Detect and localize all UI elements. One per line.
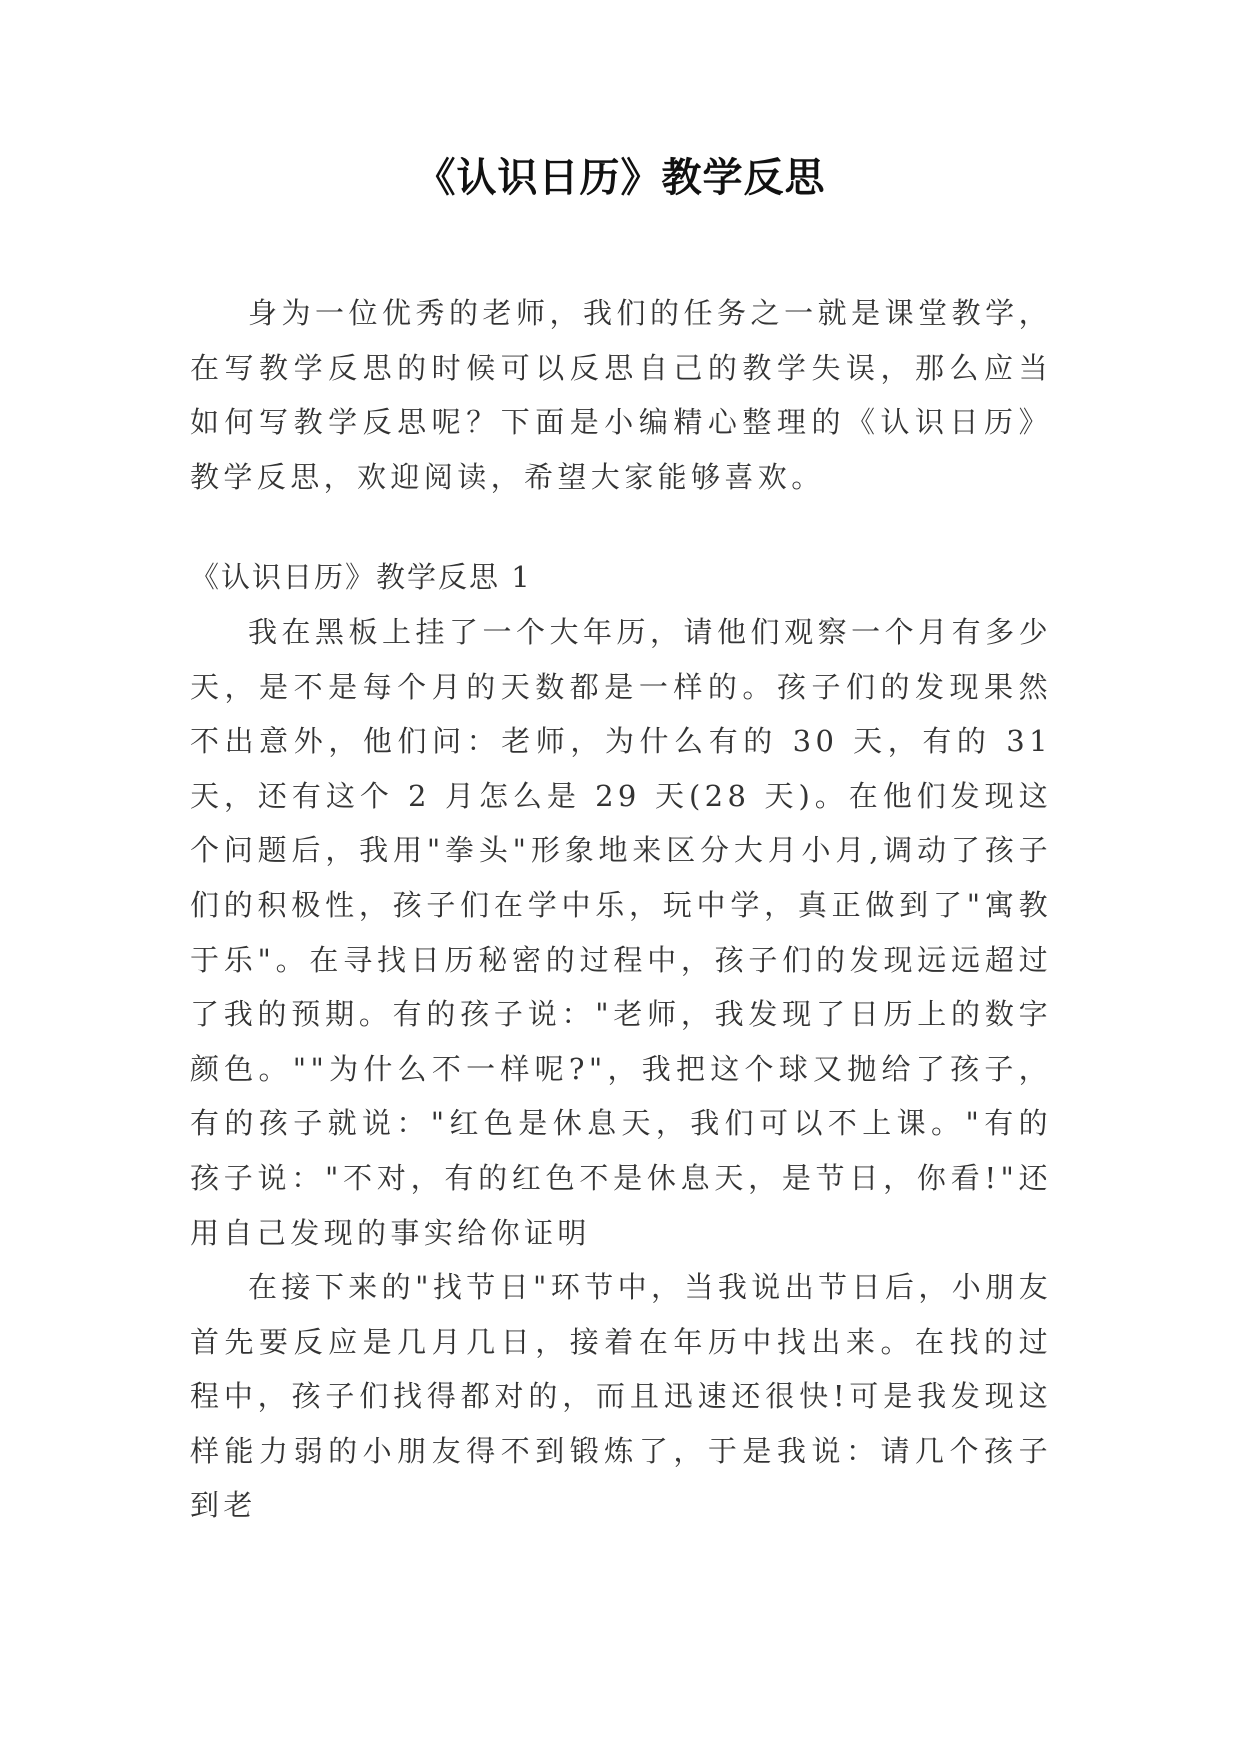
intro-paragraph: 身为一位优秀的老师，我们的任务之一就是课堂教学，在写教学反思的时候可以反思自己的教学失误，那么应当如何写教学反思呢？下面是小编精心整理的《认识日历》教学反思，欢迎阅读，希望大家能够喜欢。 bbox=[190, 296, 1052, 494]
body-paragraph-2: 在接下来的"找节日"环节中，当我说出节日后，小朋友首先要反应是几月几日，接着在年历中找出来。在找的过程中，孩子们找得都对的，而且迅速还很快!可是我发现这样能力弱的小朋友得不到锻炼了，于是我说：请几个孩子到老 bbox=[190, 1270, 1052, 1523]
document-body bbox=[190, 286, 1052, 1533]
section-heading: 《认识日历》教学反思 1 bbox=[190, 560, 532, 595]
paragraph-gap bbox=[190, 504, 1052, 550]
body-paragraph-1: 我在黑板上挂了一个大年历，请他们观察一个月有多少天，是不是每个月的天数都是一样的。孩子们的发现果然不出意外，他们问：老师，为什么有的 30 天，有的 31 天，还有这个 2 月怎么是 29 天(28 天)。在他们发现这个问题后，我用"拳头"形象地来区分大月小月,调动了孩子们的积极性，孩子们在学中乐，玩中学，真正做到了"寓教于乐"。在寻找日历秘密的过程中，孩子们的发现远远超过了我的预期。有的孩子说："老师，我发现了日历上的数字颜色。""为什么不一样呢?"，我把这个球又抛给了孩子，有的孩子就说："红色是休息天，我们可以不上课。"有的孩子说："不对，有的红色不是休息天，是节日，你看!"还用自己发现的事实给你证明 bbox=[190, 614, 1052, 1250]
document-title: 《认识日历》教学反思 bbox=[415, 155, 826, 201]
